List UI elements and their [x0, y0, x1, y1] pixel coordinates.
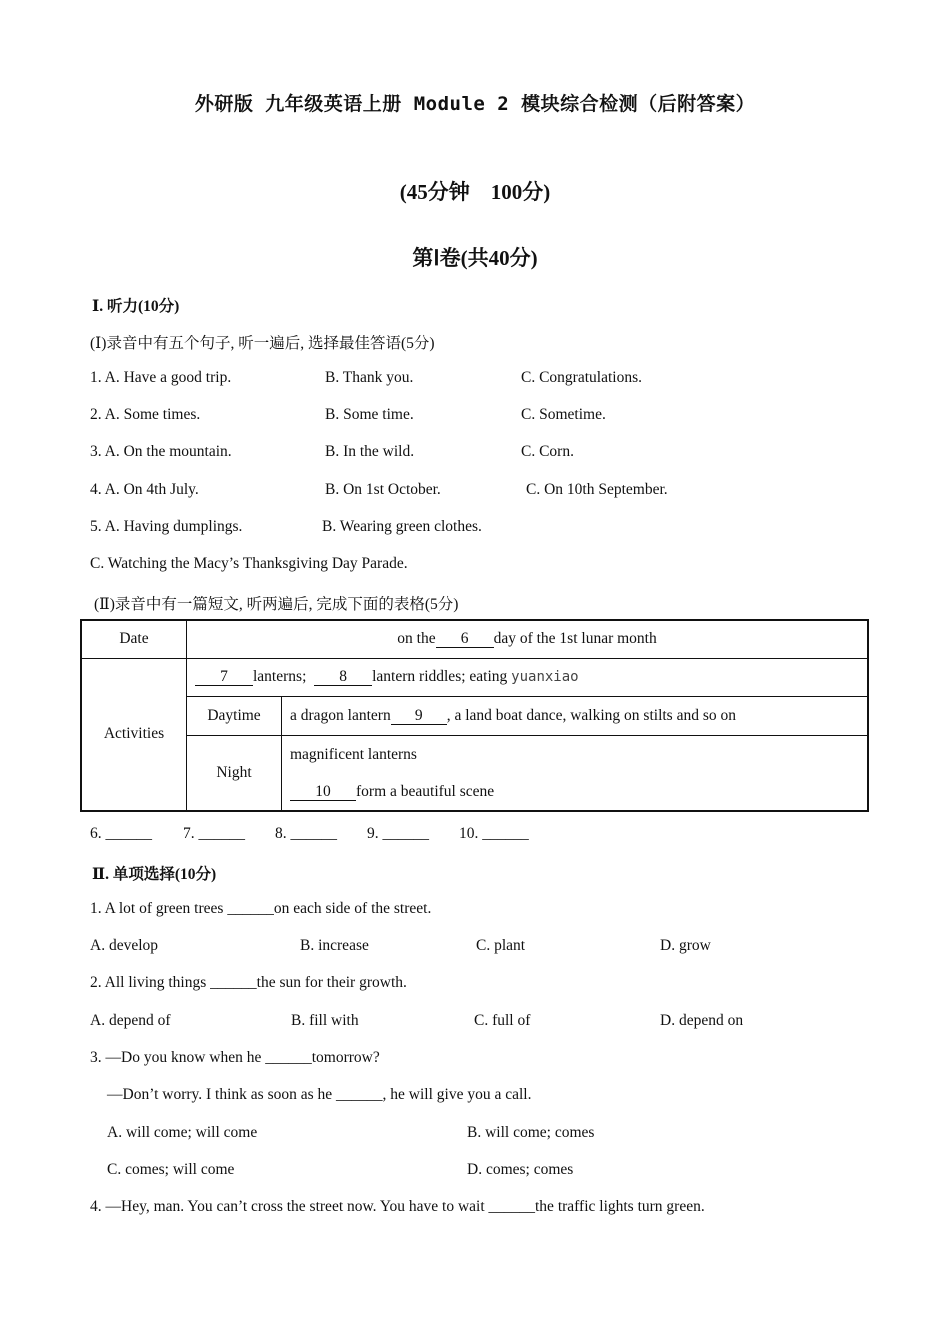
listening-q1-b: B. Thank you. [325, 369, 414, 386]
blank-8: 8 [314, 669, 372, 686]
blank-7: 7 [195, 669, 253, 686]
choice-heading: Ⅱ. 单项选择(10分) [92, 866, 217, 883]
choice-q1-opt-a: A. develop [90, 937, 159, 954]
answer-blank-7: 7. ______ [183, 825, 245, 842]
night-value-cell: magnificent lanterns 10 form a beautiful scene [282, 735, 869, 811]
choice-q1-opt-d: D. grow [660, 937, 711, 954]
listening-q3-a: 3. A. On the mountain. [90, 443, 232, 460]
listening-q4-a: 4. A. On 4th July. [90, 481, 199, 498]
choice-q3-opt-a: A. will come; will come [107, 1124, 258, 1141]
choice-q4: 4. —Hey, man. You can’t cross the street now. You have to wait ______the traffic lights turn green. [90, 1198, 705, 1215]
listening-q5-c: C. Watching the Macy’s Thanksgiving Day Parade. [90, 555, 408, 572]
choice-q2-opt-b: B. fill with [291, 1012, 359, 1029]
listening-q3-b: B. In the wild. [325, 443, 415, 460]
listening-q5-b: B. Wearing green clothes. [322, 518, 482, 535]
listening-q2-c: C. Sometime. [521, 406, 606, 423]
choice-q2-opt-a: A. depend of [90, 1012, 171, 1029]
answer-blank-8: 8. ______ [275, 825, 337, 842]
time-score-line: (45分钟 100分) [399, 180, 551, 204]
choice-q1-opt-c: C. plant [476, 937, 526, 954]
choice-q2: 2. All living things ______the sun for their growth. [90, 974, 407, 991]
yuanxiao-word: yuanxiao [511, 669, 579, 685]
answer-blank-6: 6. ______ [90, 825, 152, 842]
choice-q3-line2: —Don’t worry. I think as soon as he ______, he will give you a call. [107, 1086, 532, 1103]
lantern-festival-table [80, 619, 869, 812]
listening-q5-a: 5. A. Having dumplings. [90, 518, 243, 535]
blank-10: 10 [290, 784, 356, 801]
document-title: 外研版 九年级英语上册 Module 2 模块综合检测（后附答案） [194, 93, 756, 115]
blank-9: 9 [391, 708, 447, 725]
choice-q1: 1. A lot of green trees ______on each side of the street. [90, 900, 432, 917]
choice-q2-opt-d: D. depend on [660, 1012, 744, 1029]
listening-q3-c: C. Corn. [521, 443, 574, 460]
blank-6: 6 [436, 631, 494, 648]
listening-q1-c: C. Congratulations. [521, 369, 642, 386]
listening-q4-c: C. On 10th September. [526, 481, 668, 498]
listening-heading: Ⅰ. 听力(10分) [92, 298, 180, 315]
date-label-cell: Date [81, 620, 187, 658]
choice-q3: 3. —Do you know when he ______tomorrow? [90, 1049, 380, 1066]
choice-q3-opt-c: C. comes; will come [107, 1161, 235, 1178]
listening-part1-instruction: (Ⅰ)录音中有五个句子, 听一遍后, 选择最佳答语(5分) [90, 335, 435, 352]
night-label-cell: Night [187, 735, 282, 811]
daytime-label-cell: Daytime [187, 696, 282, 735]
daytime-value-cell: a dragon lantern 9 , a land boat dance, walking on stilts and so on [282, 696, 869, 735]
answer-blank-10: 10. ______ [459, 825, 529, 842]
listening-q4-b: B. On 1st October. [325, 481, 441, 498]
choice-q3-opt-d: D. comes; comes [467, 1161, 574, 1178]
date-value-cell: on the 6 day of the 1st lunar month [187, 620, 869, 658]
choice-q2-opt-c: C. full of [474, 1012, 531, 1029]
activities-general-cell: 7 lanterns; 8 lantern riddles; eating yuanxiao [187, 658, 869, 696]
choice-q1-opt-b: B. increase [300, 937, 369, 954]
listening-q2-b: B. Some time. [325, 406, 414, 423]
listening-part2-instruction: (Ⅱ)录音中有一篇短文, 听两遍后, 完成下面的表格(5分) [94, 596, 459, 613]
listening-q1-a: 1. A. Have a good trip. [90, 369, 232, 386]
volume-heading: 第Ⅰ卷(共40分) [412, 246, 538, 270]
activities-label-cell: Activities [81, 658, 187, 811]
choice-q3-opt-b: B. will come; comes [467, 1124, 595, 1141]
answer-blank-9: 9. ______ [367, 825, 429, 842]
listening-q2-a: 2. A. Some times. [90, 406, 201, 423]
